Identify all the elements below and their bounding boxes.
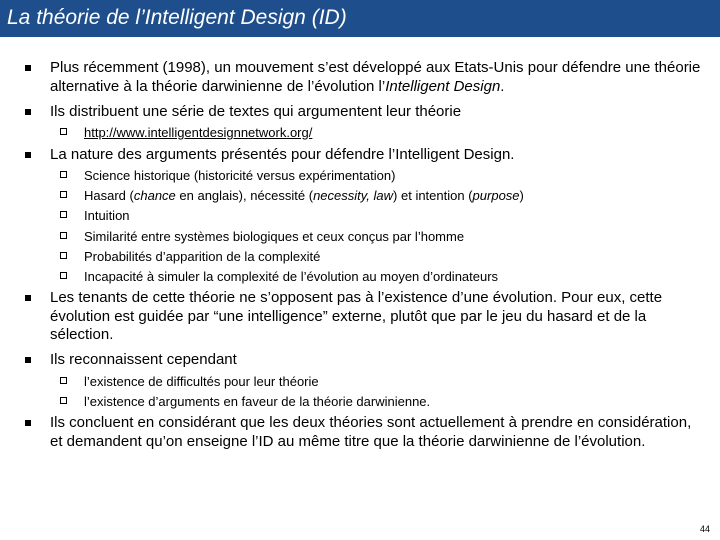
sub-bullet-2-text: Hasard ( [84,188,134,203]
square-bullet-icon [25,109,31,115]
hollow-square-bullet-icon [60,397,67,404]
bullet-2 [50,103,705,122]
sub-bullet-2-text-3: ) et intention ( [393,188,473,203]
hollow-square-bullet-icon [60,211,67,218]
hollow-square-bullet-icon [60,232,67,239]
bullet-6-text: Ils concluent en considérant que les deux théories sont actuellement à prendre en considération, et demandent qu’on enseigne l’ID au même titre que la théorie darwinienne de l’évolution. [50,414,692,450]
bullet-1 [50,59,705,96]
bullet-1-emphasis: Intelligent Design [385,77,501,95]
sub-bullet-8-text: l’existence d’arguments en faveur de la théorie darwinienne. [84,394,431,409]
sub-bullet-2 [84,188,694,204]
sub-bullet-7 [84,374,694,390]
sub-bullet-5 [84,249,694,265]
sub-bullet-4-text: Similarité entre systèmes biologiques et ceux conçus par l’homme [84,229,465,244]
sub-bullet-1-text: Science historique (historicité versus expérimentation) [84,168,396,183]
sub-bullet-link [84,125,694,141]
slide-title: La théorie de l’Intelligent Design (ID) [7,6,347,29]
page-number: 44 [699,524,710,534]
sub-bullet-1 [84,168,694,184]
hollow-square-bullet-icon [60,171,67,178]
square-bullet-icon [25,295,31,301]
square-bullet-icon [25,420,31,426]
sub-bullet-2-em-chance: chance [133,188,176,203]
hollow-square-bullet-icon [60,128,67,135]
sub-bullet-5-text: Probabilités d’apparition de la complexité [84,249,321,264]
sub-bullet-6 [84,269,694,285]
bullet-4 [50,289,705,345]
hollow-square-bullet-icon [60,377,67,384]
bullet-1-text: Plus récemment (1998), un mouvement s’est développé aux Etats-Unis pour défendre une théorie alternative à la théorie darwinienne de l’évolution l’ [50,59,701,95]
sub-bullet-8 [84,394,694,410]
bullet-6 [50,414,705,451]
sub-bullet-2-text-4: ) [519,188,524,203]
bullet-5-text: Ils reconnaissent cependant [50,351,237,368]
sub-bullet-2-em-necessity: necessity, law [313,188,394,203]
square-bullet-icon [25,152,31,158]
bullet-3 [50,146,705,165]
square-bullet-icon [25,357,31,363]
sub-bullet-3 [84,208,694,224]
intelligent-design-network-link[interactable]: http://www.intelligentdesignnetwork.org/ [84,125,313,140]
bullet-1-text-end: . [500,77,505,95]
hollow-square-bullet-icon [60,191,67,198]
bullet-5 [50,351,705,370]
bullet-3-text: La nature des arguments présentés pour défendre l’Intelligent Design. [50,146,515,163]
sub-bullet-2-em-purpose: purpose [472,188,520,203]
bullet-2-text: Ils distribuent une série de textes qui argumentent leur théorie [50,103,462,120]
sub-bullet-7-text: l’existence de difficultés pour leur théorie [84,374,319,389]
sub-bullet-4 [84,229,694,245]
sub-bullet-2-text-2: en anglais), nécessité ( [175,188,314,203]
hollow-square-bullet-icon [60,272,67,279]
sub-bullet-3-text: Intuition [84,208,130,223]
sub-bullet-6-text: Incapacité à simuler la complexité de l’évolution au moyen d’ordinateurs [84,269,499,284]
hollow-square-bullet-icon [60,252,67,259]
bullet-4-text: Les tenants de cette théorie ne s’opposent pas à l’existence d’une évolution. Pour eux, cette évolution est guidée par “une intelligence” externe, plutôt que par le jeu du hasard et de la sélection. [50,289,663,343]
square-bullet-icon [25,65,31,71]
